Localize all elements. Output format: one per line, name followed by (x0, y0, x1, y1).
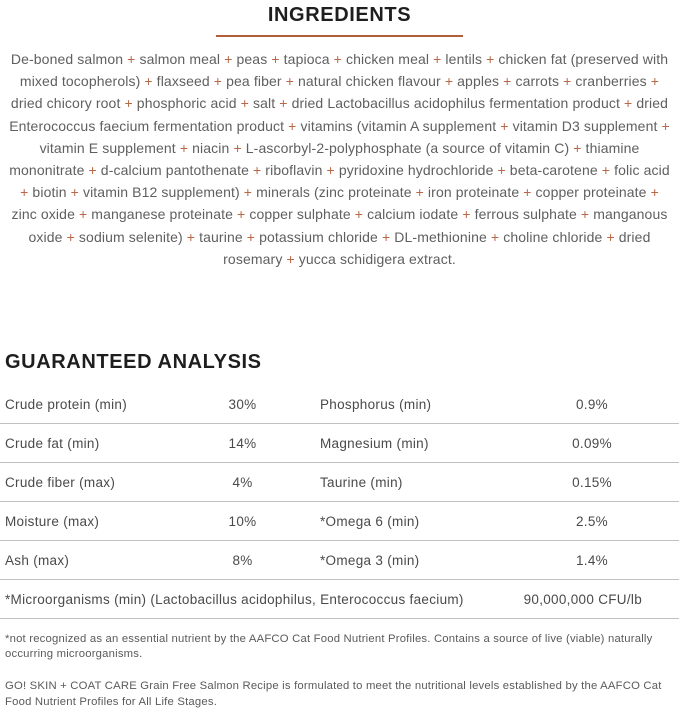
nutrient-value: 0.09% (572, 435, 612, 451)
nutrient-label: *Omega 6 (min) (320, 513, 420, 529)
table-row (0, 463, 679, 502)
ingredients-divider-rule (216, 35, 463, 37)
nutrient-label: Taurine (min) (320, 474, 403, 490)
nutrient-label: Crude fiber (max) (5, 474, 116, 490)
formulation-statement: GO! SKIN + COAT CARE Grain Free Salmon Recipe is formulated to meet the nutritional levels established by the AAFCO Cat Food Nutrient Profiles for All Life Stages. (5, 680, 662, 708)
nutrient-label: *Omega 3 (min) (320, 552, 420, 568)
nutrient-value: 14% (228, 435, 257, 451)
ingredients-title: INGREDIENTS (267, 4, 412, 26)
guaranteed-analysis-section (0, 350, 679, 710)
ingredients-text: De-boned salmon + salmon meal + peas + tapioca + chicken meal + lentils + chicken fat (preserved with mixed tocopherols) + flaxseed + pea fiber + natural chicken flavour + apples + carrots + cranberries + dried chicory root + phosphoric acid + salt + dried Lactobacillus acidophilus fermentation product + dried Enterococcus faecium fermentation product + vitamins (vitamin A supplement + vitamin D3 supplement + vitamin E supplement + niacin + L-ascorbyl-2-polyphosphate (a source of vitamin C) + thiamine mononitrate + d-calcium pantothenate + riboflavin + pyridoxine hydrochloride + beta-carotene + folic acid + biotin + vitamin B12 supplement) + minerals (zinc proteinate + iron proteinate + copper proteinate + zinc oxide + manganese proteinate + copper sulphate + calcium iodate + ferrous sulphate + manganous oxide + sodium selenite) + taurine + potassium chloride + DL-methionine + choline chloride + dried rosemary + yucca schidigera extract. (9, 51, 670, 267)
nutrient-value: 10% (228, 513, 257, 529)
ingredients-section (0, 0, 679, 270)
nutrient-label: Phosphorus (min) (320, 396, 432, 412)
nutrient-value: 0.15% (572, 474, 612, 490)
nutrient-label: Moisture (max) (5, 513, 100, 529)
nutrient-value: 4% (232, 474, 253, 490)
nutrient-label: Crude protein (min) (5, 396, 127, 412)
nutrient-value: 90,000,000 CFU/lb (523, 591, 642, 607)
nutrient-label: *Microorganisms (min) (Lactobacillus acidophilus, Enterococcus faecium) (5, 591, 464, 607)
nutrient-label: Magnesium (min) (320, 435, 429, 451)
guaranteed-analysis-title: GUARANTEED ANALYSIS (5, 351, 262, 373)
table-row (0, 385, 679, 424)
table-row (0, 541, 679, 580)
table-row-microorganisms (0, 580, 679, 619)
table-row (0, 424, 679, 463)
table-row (0, 502, 679, 541)
nutrient-value: 1.4% (576, 552, 608, 568)
nutrient-label: Crude fat (min) (5, 435, 100, 451)
nutrient-value: 30% (228, 396, 257, 412)
asterisk-footnote: *not recognized as an essential nutrient by the AAFCO Cat Food Nutrient Profiles. Contains a source of live (viable) naturally occurring microorganisms. (5, 633, 653, 660)
nutrient-value: 0.9% (576, 396, 608, 412)
nutrient-value: 2.5% (576, 513, 608, 529)
nutrient-value: 8% (232, 552, 253, 568)
nutrient-label: Ash (max) (5, 552, 70, 568)
guaranteed-analysis-table (0, 385, 679, 619)
